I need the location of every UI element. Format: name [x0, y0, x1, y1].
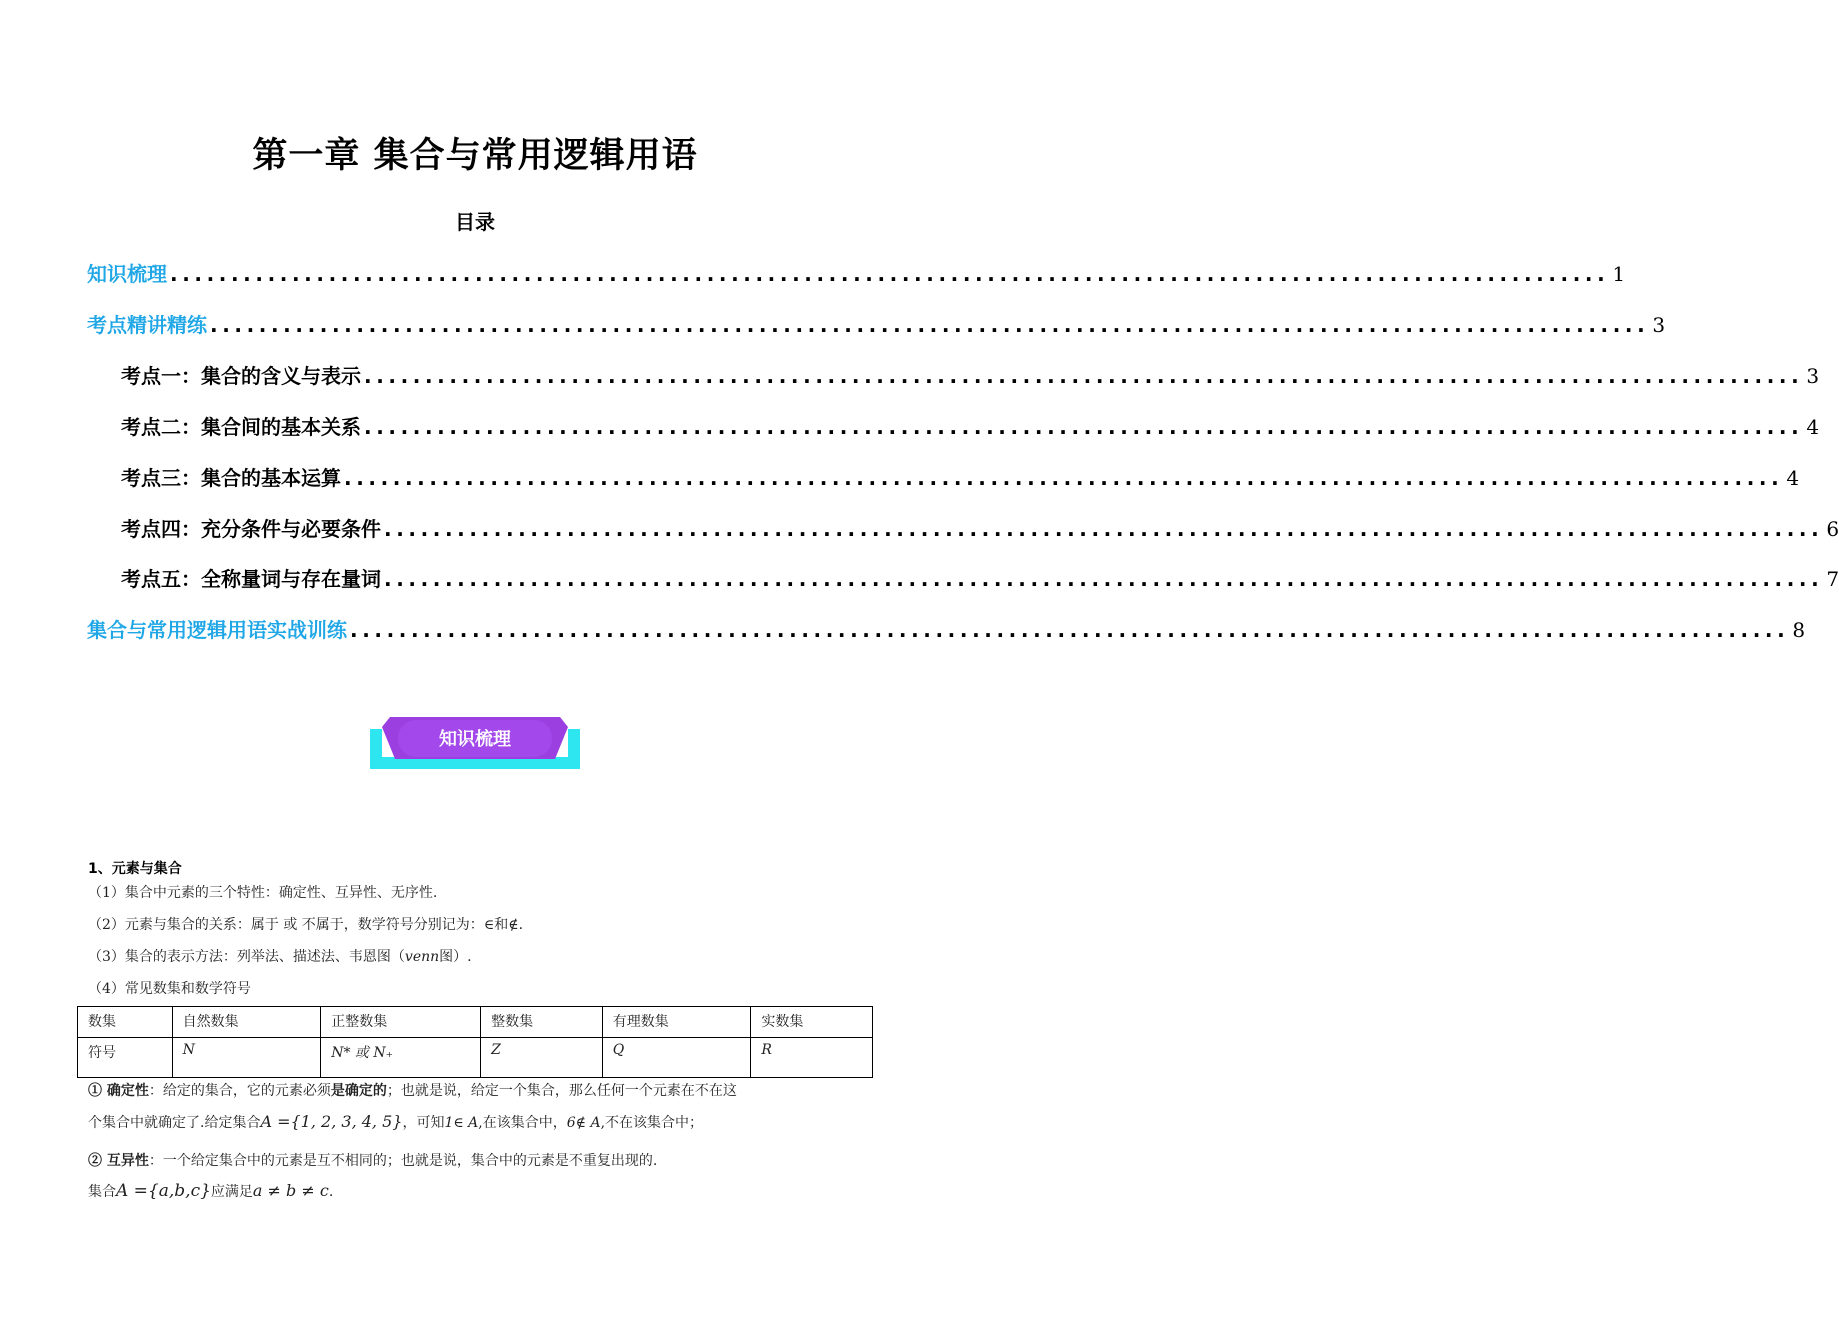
- table-header-row: [78, 1007, 873, 1038]
- note-text: ：给定的集合，它的元素必须: [148, 1083, 331, 1099]
- toc-entry-label: 知识梳理: [87, 262, 167, 286]
- paragraph-2: [88, 914, 523, 934]
- toc-heading: 目录: [455, 210, 495, 234]
- paragraph-3: [88, 946, 472, 966]
- toc-entry[interactable]: [121, 513, 1839, 542]
- note-emphasis: 是确定的: [330, 1083, 387, 1099]
- toc-entry-label: 考点五：全称量词与存在量词: [121, 567, 381, 591]
- note-distinctness: [88, 1150, 657, 1170]
- toc-entry-page: 4: [1786, 466, 1800, 490]
- table-cell: R: [751, 1038, 873, 1078]
- note-text: 应满足: [210, 1184, 253, 1200]
- p3-math: venn: [404, 949, 440, 965]
- note-text: ,在该集合中，: [478, 1115, 567, 1131]
- not-element-of-symbol: ∉: [508, 917, 519, 933]
- toc-entry-page: 1: [1612, 262, 1626, 286]
- toc-entry-label: 考点精讲精练: [87, 313, 207, 337]
- table-cell: 符号: [78, 1038, 173, 1078]
- toc-leader: ......................................................................................................................: [364, 364, 1804, 388]
- toc-entry[interactable]: [121, 360, 1820, 389]
- set-example: A ={a,b,c}: [116, 1181, 211, 1201]
- toc-entry-page: 8: [1792, 618, 1806, 642]
- toc-entry[interactable]: [87, 258, 1626, 287]
- note-text: 集合: [88, 1184, 116, 1200]
- set-example: A ={1, 2, 3, 4, 5}: [260, 1112, 403, 1131]
- note-label: ① 确定性: [88, 1083, 149, 1099]
- table-cell: N* 或 N₊: [321, 1038, 481, 1078]
- toc-entry-label: 集合与常用逻辑用语实战训练: [87, 618, 347, 642]
- table-header-cell: 数集: [78, 1007, 173, 1038]
- toc-leader: ......................................................................................................................: [210, 313, 1650, 337]
- toc-leader: ......................................................................................................................: [364, 415, 1804, 439]
- table-cell: N: [172, 1038, 321, 1078]
- toc-entry-page: 3: [1806, 364, 1820, 388]
- table-header-cell: 整数集: [481, 1007, 603, 1038]
- p2-end: .: [518, 917, 524, 933]
- table-cell: Z: [481, 1038, 603, 1078]
- paragraph-1: （1）集合中元素的三个特性：确定性、互异性、无序性.: [88, 885, 438, 901]
- toc-entry-page: 3: [1652, 313, 1666, 337]
- p2-mid: 和: [494, 917, 509, 933]
- table-cell: Q: [602, 1038, 751, 1078]
- note-text: .: [328, 1184, 334, 1200]
- p3-text: （3）集合的表示方法：列举法、描述法、韦恩图（: [88, 949, 405, 965]
- toc-leader: ......................................................................................................................: [344, 466, 1784, 490]
- note-text: ，可知: [402, 1115, 445, 1131]
- note-text: ,不在该集合中；: [600, 1115, 704, 1131]
- toc-leader: ......................................................................................................................: [170, 262, 1610, 286]
- math-expr: a ≠ b ≠ c: [252, 1181, 329, 1200]
- section-title: 1、元素与集合: [88, 861, 182, 877]
- note-text: ：一个给定集合中的元素是互不相同的；也就是说，集合中的元素是不重复出现的.: [148, 1153, 658, 1169]
- paragraph-4: （4）常见数集和数学符号: [88, 981, 251, 997]
- note-label: ② 互异性: [88, 1153, 149, 1169]
- table-header-cell: 正整数集: [321, 1007, 481, 1038]
- note-text: 个集合中就确定了.给定集合: [88, 1115, 261, 1131]
- table-row: [78, 1038, 873, 1078]
- number-sets-table: [77, 1006, 873, 1078]
- banner-label: 知识梳理: [439, 729, 511, 750]
- toc-entry-page: 7: [1826, 567, 1839, 591]
- note-example: [88, 1181, 333, 1201]
- toc-leader: ......................................................................................................................: [384, 567, 1824, 591]
- toc-entry-page: 6: [1826, 517, 1839, 541]
- note-definiteness-line2: [88, 1112, 703, 1132]
- toc-leader: ......................................................................................................................: [384, 517, 1824, 541]
- math-expr: 1∈ A: [444, 1115, 479, 1131]
- toc-entry-label: 考点一：集合的含义与表示: [121, 364, 361, 388]
- toc-entry[interactable]: [121, 462, 1800, 491]
- table-header-cell: 有理数集: [602, 1007, 751, 1038]
- toc-entry[interactable]: [87, 614, 1806, 643]
- note-text: ；也就是说，给定一个集合，那么任何一个元素在不在这: [386, 1083, 737, 1099]
- toc-leader: ......................................................................................................................: [350, 618, 1790, 642]
- toc-entry-label: 考点四：充分条件与必要条件: [121, 517, 381, 541]
- note-definiteness: [88, 1080, 737, 1100]
- math-expr: 6∉ A: [566, 1115, 601, 1131]
- table-header-cell: 实数集: [751, 1007, 873, 1038]
- toc-entry-label: 考点三：集合的基本运算: [121, 466, 341, 490]
- toc-entry-page: 4: [1806, 415, 1820, 439]
- section-banner: [370, 717, 580, 769]
- toc-entry[interactable]: [87, 309, 1666, 338]
- toc-entry[interactable]: [121, 411, 1820, 440]
- toc-entry[interactable]: [121, 563, 1839, 592]
- p2-text: （2）元素与集合的关系：属于 或 不属于，数学符号分别记为：: [88, 917, 484, 933]
- table-header-cell: 自然数集: [172, 1007, 321, 1038]
- p3-end: 图）.: [439, 949, 472, 965]
- toc-entry-label: 考点二：集合间的基本关系: [121, 415, 361, 439]
- page-title: 第一章 集合与常用逻辑用语: [252, 136, 698, 176]
- element-of-symbol: ∈: [483, 917, 495, 933]
